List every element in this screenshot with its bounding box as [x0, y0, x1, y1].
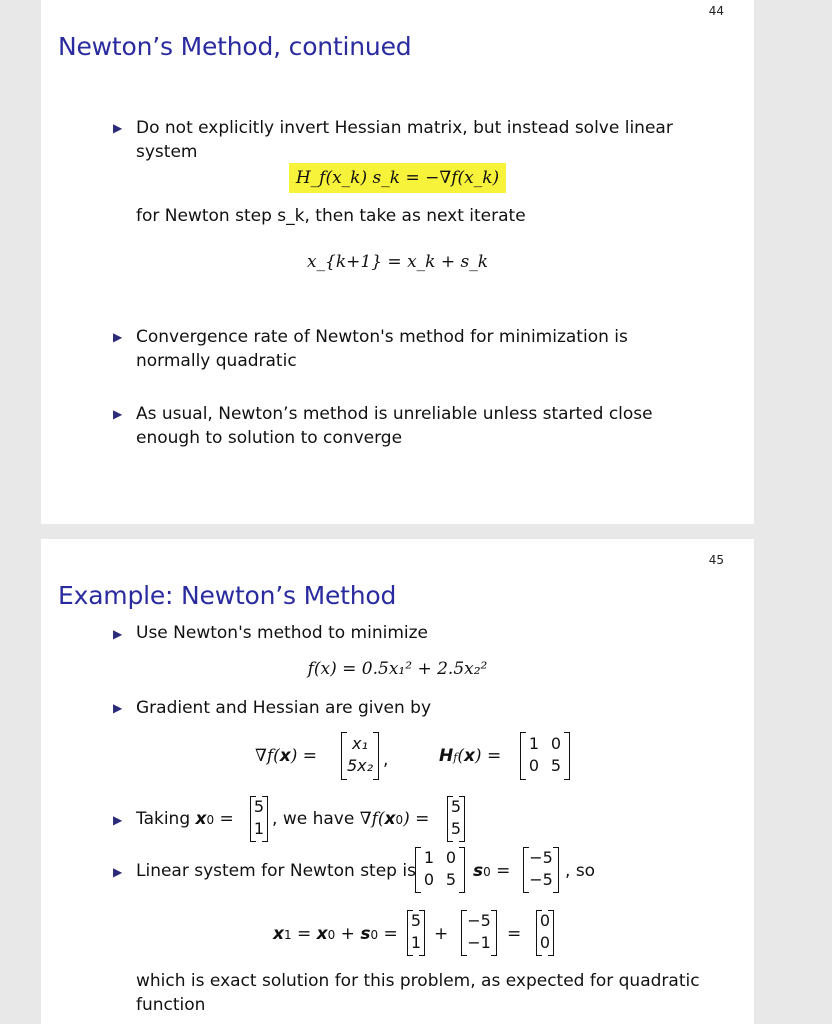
- hessian-cell: 1: [528, 734, 540, 753]
- iterate-equation: [41, 250, 754, 274]
- x0-entry: 1: [253, 819, 265, 838]
- s0-entry: −5: [529, 848, 553, 867]
- s0-entry: −5: [529, 870, 553, 889]
- newton-step-label: for Newton step s_k, then take as next iterate: [136, 206, 526, 226]
- objective-function: [41, 657, 754, 681]
- taking-x0-label: Taking x0 =: [136, 809, 234, 829]
- grad-x0-entry: 5: [450, 819, 462, 838]
- linear-system-label: Linear system for Newton step is: [136, 861, 416, 881]
- bullet-marker: ▶: [113, 627, 123, 641]
- s0-label: s0 =: [473, 861, 511, 881]
- slide-45: [41, 539, 754, 1024]
- x0-entry: 5: [253, 797, 265, 816]
- x1-entry: 0: [539, 933, 551, 952]
- bullet-marker: ▶: [113, 407, 123, 421]
- equation-function-text: f(x) = 0.5x₁² + 2.5x₂²: [307, 659, 488, 679]
- bullet-text-solve-system: Do not explicitly invert Hessian matrix, but instead solve linear system: [136, 118, 673, 162]
- bullet-text-gradient-hessian: Gradient and Hessian are given by: [136, 698, 432, 718]
- equals-sign: =: [507, 924, 522, 944]
- grad-x0-entry: 5: [450, 797, 462, 816]
- page-number: 44: [708, 4, 724, 18]
- equation-iterate-text: x_{k+1} = x_k + s_k: [306, 252, 489, 272]
- page-number: 45: [708, 553, 724, 567]
- bullet-marker: ▶: [113, 121, 123, 135]
- x1-entry: 0: [539, 911, 551, 930]
- bullet-text-minimize: Use Newton's method to minimize: [136, 623, 428, 643]
- plus-sign: +: [434, 924, 449, 944]
- slide-title: Example: Newton’s Method: [58, 581, 397, 610]
- we-have-label: , we have ∇f(x0) =: [272, 809, 430, 829]
- gradient-label: ∇f(x) =: [255, 746, 318, 766]
- hessian-x0-matrix: [415, 847, 465, 893]
- grad-x0-vector: [447, 796, 465, 842]
- x0-vector-2: [407, 910, 425, 956]
- gradient-vector: [341, 732, 379, 780]
- slide-title: Newton’s Method, continued: [58, 32, 412, 61]
- newton-step-text: [136, 204, 706, 228]
- hessian-cell: 1: [423, 848, 435, 867]
- hessian-cell: 0: [423, 870, 435, 889]
- s0-vector-2: [461, 910, 497, 956]
- hessian-cell: 0: [528, 756, 540, 775]
- x0-entry: 1: [410, 933, 422, 952]
- bullet-text-unreliable: As usual, Newton’s method is unreliable unless started close enough to solution to converge: [136, 404, 653, 448]
- hessian-label: Hf(x) =: [439, 746, 502, 766]
- x1-vector: [536, 910, 554, 956]
- x0-vector: [250, 796, 268, 842]
- equation-hessian-text: H_f(x_k) s_k = −∇f(x_k): [295, 168, 500, 188]
- hessian-matrix: [520, 732, 570, 780]
- s0-entry: −1: [467, 933, 491, 952]
- bullet-text-convergence: Convergence rate of Newton's method for minimization is normally quadratic: [136, 327, 628, 371]
- bullet-marker: ▶: [113, 865, 123, 879]
- hessian-cell: 0: [445, 848, 457, 867]
- highlight-box: [289, 163, 506, 193]
- hessian-cell: 0: [550, 734, 562, 753]
- hessian-equation: [41, 163, 754, 193]
- hessian-cell: 5: [445, 870, 457, 889]
- x0-entry: 5: [410, 911, 422, 930]
- s0-vector: [523, 847, 559, 893]
- bullet-marker: ▶: [113, 330, 123, 344]
- gradient-entry-1: x₁: [352, 734, 368, 753]
- hessian-cell: 5: [550, 756, 562, 775]
- so-label: , so: [565, 861, 596, 881]
- comma: ,: [383, 750, 389, 770]
- exact-solution-text: which is exact solution for this problem, as expected for quadratic function: [136, 971, 700, 1015]
- gradient-entry-2: 5x₂: [346, 756, 374, 775]
- s0-entry: −5: [467, 911, 491, 930]
- slide-44: [41, 0, 754, 524]
- bullet-marker: ▶: [113, 813, 123, 827]
- bullet-marker: ▶: [113, 701, 123, 715]
- x1-equation-label: x1 = x0 + s0 =: [273, 924, 398, 944]
- bullet-text: [136, 116, 706, 164]
